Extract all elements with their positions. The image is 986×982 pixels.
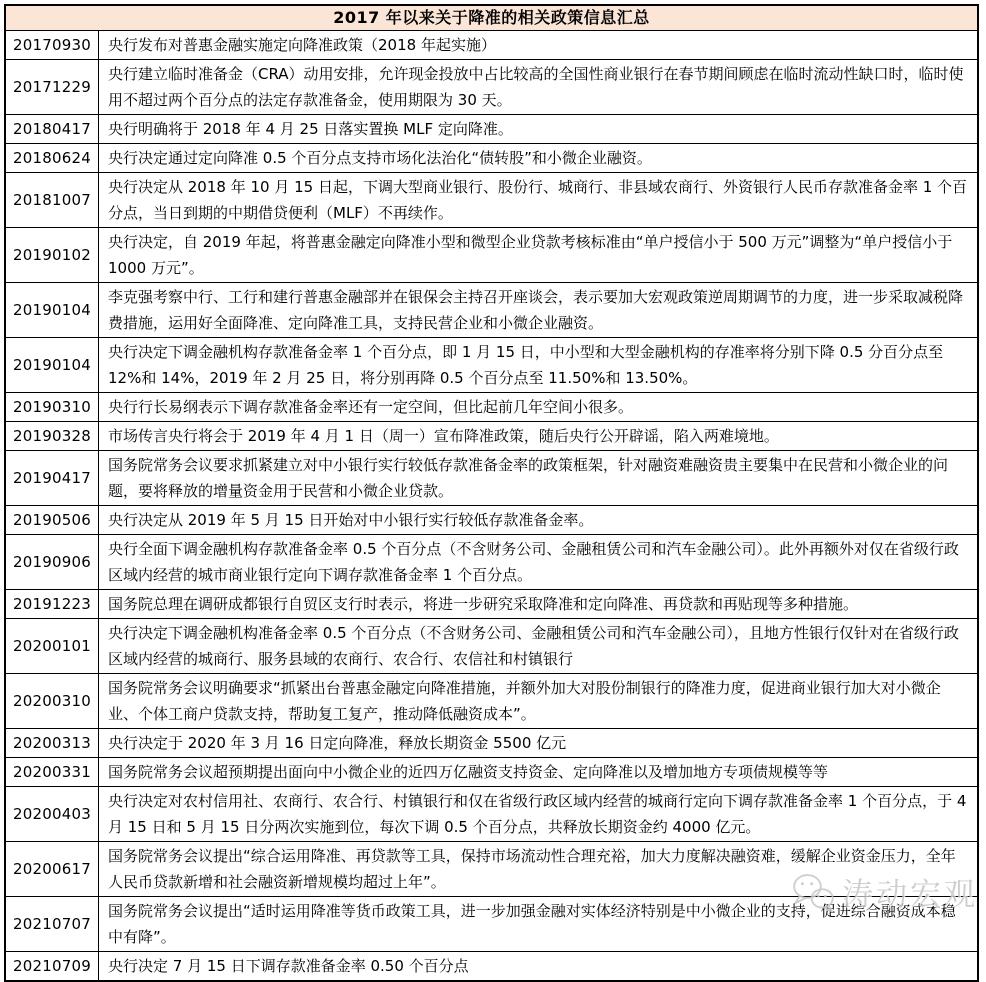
date-cell: 20190906: [6, 535, 99, 589]
table-row: [6, 421, 977, 450]
policy-text: 国务院常务会议提出“适时运用降准等货币政策工具，进一步加强金融对实体经济特别是中小微企业的支持，促进综合融资成本稳中有降”。: [108, 902, 956, 946]
table-row: [6, 951, 977, 980]
table-row: [6, 673, 977, 728]
policy-text: 央行决定于 2020 年 3 月 16 日定向降准，释放长期资金 5500 亿元: [108, 734, 567, 752]
policy-text: 央行决定通过定向降准 0.5 个百分点支持市场化法治化“债转股”和小微企业融资。: [108, 149, 652, 167]
table-row: [6, 618, 977, 673]
table-row: [6, 786, 977, 841]
policy-text: 央行决定下调金融机构存款准备金率 1 个百分点，即 1 月 15 日，中小型和大型金融机构的存准率将分别下降 0.5 分百分点至 12%和 14%，2019 年 2 月 25 日，将分别再降 0.5 个百分点至 11.50%和 13.50%。: [108, 343, 944, 387]
policy-text: 央行全面下调金融机构存款准备金率 0.5 个百分点（不含财务公司、金融租赁公司和汽车金融公司）。此外再额外对仅在省级行政区域内经营的城市商业银行定向下调存款准备金率 1 个百分点。: [108, 540, 959, 584]
date-cell: 20191223: [6, 590, 99, 618]
policy-table: [4, 4, 979, 982]
policy-text: 国务院常务会议超预期提出面向中小微企业的近四万亿融资支持资金、定向降准以及增加地方专项债规模等等: [108, 763, 829, 781]
date-cell: 20200313: [6, 729, 99, 757]
table-row: [6, 728, 977, 757]
table-row: [6, 841, 977, 896]
table-row: [6, 392, 977, 421]
date-cell: 20200101: [6, 619, 99, 673]
policy-text: 国务院常务会议明确要求“抓紧出台普惠金融定向降准措施，并额外加大对股份制银行的降准力度，促进商业银行加大对小微企业、个体工商户贷款支持，帮助复工复产，推动降低融资成本”。: [108, 679, 941, 723]
policy-text: 央行建立临时准备金（CRA）动用安排，允许现金投放中占比较高的全国性商业银行在春节期间顾虑在临时流动性缺口时，临时使用不超过两个百分点的法定存款准备金，使用期限为 30 天。: [108, 65, 964, 109]
table-row: [6, 31, 977, 59]
date-cell: 20171229: [6, 60, 99, 114]
policy-text: 央行决定对农村信用社、农商行、农合行、村镇银行和仅在省级行政区域内经营的城商行定向下调存款准备金率 1 个百分点，于 4 月 15 日和 5 月 15 日分两次实施到位，每次下调 0.5 个百分点，共释放长期资金约 4000 亿元。: [108, 792, 967, 836]
watermark-text: 涛动宏观: [842, 877, 978, 913]
table-body: [6, 31, 977, 980]
policy-text: 央行决定 7 月 15 日下调存款准备金率 0.50 个百分点: [108, 957, 469, 975]
table-row: [6, 282, 977, 337]
policy-text: 央行行长易纲表示下调存款准备金率还有一定空间，但比起前几年空间小很多。: [108, 398, 634, 416]
table-row: [6, 450, 977, 505]
policy-text: 李克强考察中行、工行和建行普惠金融部并在银保会主持召开座谈会，表示要加大宏观政策逆周期调节的力度，进一步采取减税降费措施，运用好全面降准、定向降准工具，支持民营企业和小微企业融资。: [108, 288, 964, 332]
date-cell: 20180417: [6, 115, 99, 143]
table-row: [6, 589, 977, 618]
table-row: [6, 172, 977, 227]
table-row: [6, 757, 977, 786]
policy-text: 央行决定下调金融机构准备金率 0.5 个百分点（不含财务公司、金融租赁公司和汽车金融公司），且地方性银行仅针对在省级行政区域内经营的城商行、服务县域的农商行、农合行、农信社和村镇银行: [108, 624, 959, 668]
date-cell: 20200403: [6, 787, 99, 841]
table-row: [6, 114, 977, 143]
policy-text: 国务院总理在调研成都银行自贸区支行时表示，将进一步研究采取降准和定向降准、再贷款和再贴现等多种措施。: [108, 595, 859, 613]
date-cell: 20181007: [6, 173, 99, 227]
table-row: [6, 896, 977, 951]
date-cell: 20200617: [6, 842, 99, 896]
policy-text: 央行决定，自 2019 年起，将普惠金融定向降准小型和微型企业贷款考核标准由“单户授信小于 500 万元”调整为“单户授信小于 1000 万元”。: [108, 233, 953, 277]
date-cell: 20210709: [6, 952, 99, 980]
date-cell: 20190104: [6, 338, 99, 392]
table-row: [6, 505, 977, 534]
date-cell: 20190310: [6, 393, 99, 421]
table-row: [6, 337, 977, 392]
table-row: [6, 59, 977, 114]
date-cell: 20200310: [6, 674, 99, 728]
policy-text: 国务院常务会议要求抓紧建立对中小银行实行较低存款准备金率的政策框架，针对融资难融资贵主要集中在民营和小微企业的问题，要将释放的增量资金用于民营和小微企业贷款。: [108, 456, 949, 500]
policy-text: 央行明确将于 2018 年 4 月 25 日落实置换 MLF 定向降准。: [108, 120, 513, 138]
policy-text: 央行决定从 2019 年 5 月 15 日开始对中小银行实行较低存款准备金率。: [108, 511, 594, 529]
date-cell: 20200331: [6, 758, 99, 786]
table-row: [6, 534, 977, 589]
table-row: [6, 227, 977, 282]
date-cell: 20190417: [6, 451, 99, 505]
date-cell: 20190102: [6, 228, 99, 282]
table-title: 2017 年以来关于降准的相关政策信息汇总: [6, 6, 977, 31]
date-cell: 20190104: [6, 283, 99, 337]
policy-text: 央行决定从 2018 年 10 月 15 日起，下调大型商业银行、股份行、城商行、非县域农商行、外资银行人民币存款准备金率 1 个百分点，当日到期的中期借贷便利（MLF）不再续作。: [108, 178, 968, 222]
policy-text: 市场传言央行将会于 2019 年 4 月 1 日（周一）宣布降准政策，随后央行公开辟谣，陷入两难境地。: [108, 427, 779, 445]
policy-text: 国务院常务会议提出“综合运用降准、再贷款等工具，保持市场流动性合理充裕，加大力度解决融资难，缓解企业资金压力，全年人民币贷款新增和社会融资新增规模均超过上年”。: [108, 847, 956, 891]
date-cell: 20190328: [6, 422, 99, 450]
date-cell: 20210707: [6, 897, 99, 951]
date-cell: 20180624: [6, 144, 99, 172]
date-cell: 20190506: [6, 506, 99, 534]
date-cell: 20170930: [6, 31, 99, 59]
policy-text: 央行发布对普惠金融实施定向降准政策（2018 年起实施）: [108, 36, 496, 54]
table-row: [6, 143, 977, 172]
